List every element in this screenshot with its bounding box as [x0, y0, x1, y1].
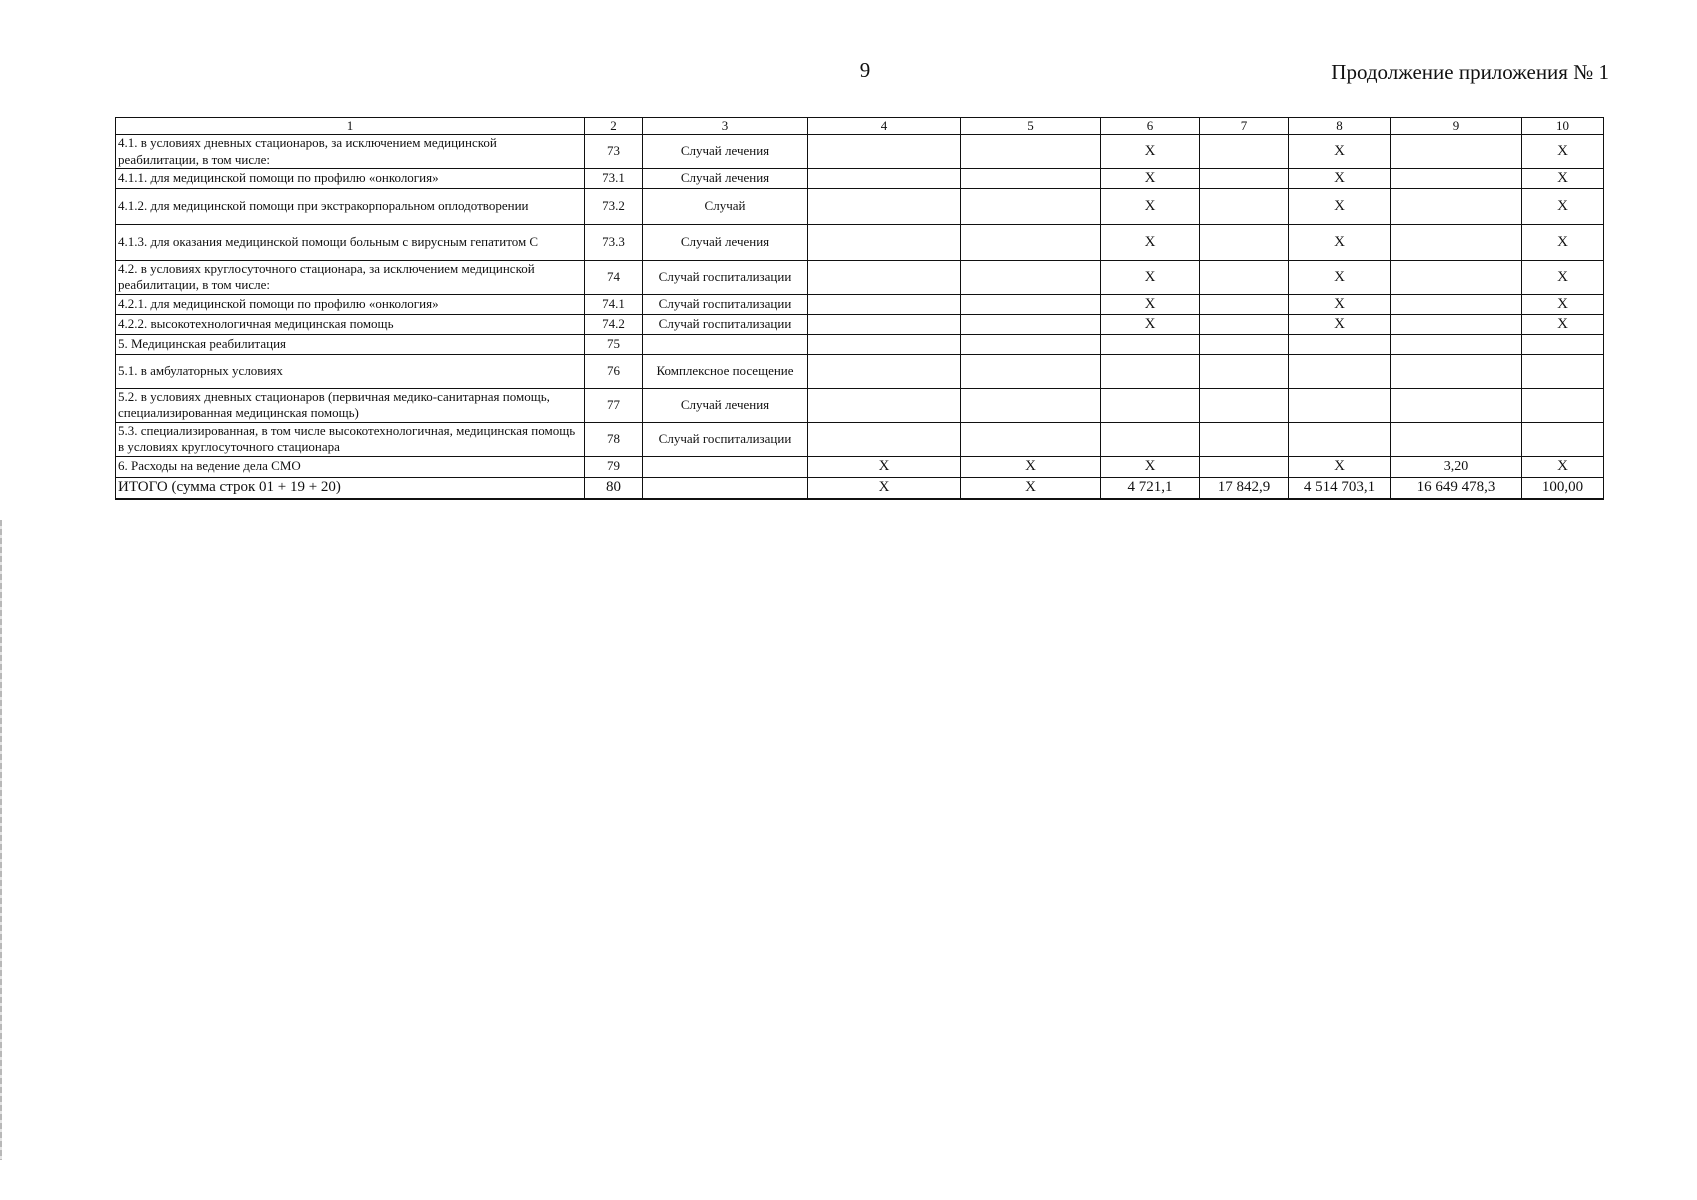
row-col-7: 17 842,9 — [1200, 477, 1289, 499]
row-col-7 — [1200, 388, 1289, 422]
row-col-9 — [1391, 261, 1522, 295]
row-col-6: X — [1101, 225, 1200, 261]
table-row — [116, 135, 1604, 169]
table-row — [116, 456, 1604, 477]
row-name: 4.1.3. для оказания медицинской помощи больным с вирусным гепатитом С — [116, 225, 585, 261]
row-unit: Случай лечения — [643, 135, 808, 169]
row-col-7 — [1200, 169, 1289, 189]
row-unit: Комплексное посещение — [643, 354, 808, 388]
row-code: 74 — [585, 261, 643, 295]
table-row — [116, 294, 1604, 314]
row-name: 4.1.2. для медицинской помощи при экстракорпоральном оплодотворении — [116, 189, 585, 225]
row-col-10: X — [1522, 456, 1604, 477]
row-col-7 — [1200, 422, 1289, 456]
row-code: 79 — [585, 456, 643, 477]
row-code: 73.1 — [585, 169, 643, 189]
column-header: 9 — [1391, 118, 1522, 135]
row-name: 4.1. в условиях дневных стационаров, за исключением медицинской реабилитации, в том числе: — [116, 135, 585, 169]
row-col-5 — [961, 388, 1101, 422]
table-row-total — [116, 477, 1604, 499]
row-col-10 — [1522, 388, 1604, 422]
column-header: 6 — [1101, 118, 1200, 135]
row-code: 75 — [585, 334, 643, 354]
row-col-9 — [1391, 422, 1522, 456]
row-col-8 — [1289, 334, 1391, 354]
row-col-6: X — [1101, 135, 1200, 169]
row-col-5 — [961, 169, 1101, 189]
row-name: 4.1.1. для медицинской помощи по профилю «онкология» — [116, 169, 585, 189]
row-unit: Случай госпитализации — [643, 422, 808, 456]
row-col-5: X — [961, 477, 1101, 499]
row-col-6 — [1101, 334, 1200, 354]
row-col-6: X — [1101, 456, 1200, 477]
row-col-7 — [1200, 456, 1289, 477]
row-col-7 — [1200, 294, 1289, 314]
table-row — [116, 314, 1604, 334]
row-col-8: X — [1289, 225, 1391, 261]
row-col-5 — [961, 334, 1101, 354]
row-unit — [643, 334, 808, 354]
row-col-6 — [1101, 388, 1200, 422]
row-col-8: X — [1289, 169, 1391, 189]
row-col-8: X — [1289, 261, 1391, 295]
row-col-7 — [1200, 135, 1289, 169]
row-col-10: X — [1522, 225, 1604, 261]
row-name: 5.1. в амбулаторных условиях — [116, 354, 585, 388]
row-col-4 — [808, 388, 961, 422]
row-col-10 — [1522, 354, 1604, 388]
row-col-9 — [1391, 388, 1522, 422]
row-col-10: X — [1522, 135, 1604, 169]
row-code: 74.2 — [585, 314, 643, 334]
row-col-4 — [808, 314, 961, 334]
row-col-10: X — [1522, 314, 1604, 334]
page-number: 9 — [859, 58, 871, 82]
row-col-6: X — [1101, 261, 1200, 295]
row-col-5 — [961, 189, 1101, 225]
table-header-row — [116, 118, 1604, 135]
row-col-4 — [808, 135, 961, 169]
row-col-6: X — [1101, 169, 1200, 189]
row-col-7 — [1200, 225, 1289, 261]
row-col-7 — [1200, 189, 1289, 225]
row-unit — [643, 477, 808, 499]
row-unit: Случай — [643, 189, 808, 225]
row-col-6: X — [1101, 189, 1200, 225]
table-row — [116, 422, 1604, 456]
row-col-9 — [1391, 225, 1522, 261]
row-unit — [643, 456, 808, 477]
row-unit: Случай лечения — [643, 225, 808, 261]
row-col-8: X — [1289, 314, 1391, 334]
row-col-6: 4 721,1 — [1101, 477, 1200, 499]
row-name: 4.2.2. высокотехнологичная медицинская помощь — [116, 314, 585, 334]
column-header: 7 — [1200, 118, 1289, 135]
row-name: 4.2.1. для медицинской помощи по профилю «онкология» — [116, 294, 585, 314]
row-name: 4.2. в условиях круглосуточного стационара, за исключением медицинской реабилитации, в том числе: — [116, 261, 585, 295]
row-col-4 — [808, 225, 961, 261]
data-table — [115, 117, 1604, 500]
row-col-5: X — [961, 456, 1101, 477]
row-col-5 — [961, 135, 1101, 169]
row-col-6 — [1101, 422, 1200, 456]
column-header: 1 — [116, 118, 585, 135]
row-unit: Случай госпитализации — [643, 261, 808, 295]
row-col-10: X — [1522, 261, 1604, 295]
row-code: 80 — [585, 477, 643, 499]
row-col-6: X — [1101, 314, 1200, 334]
row-name: 5.3. специализированная, в том числе высокотехнологичная, медицинская помощь в условиях круглосуточного стационара — [116, 422, 585, 456]
row-col-5 — [961, 225, 1101, 261]
row-col-9: 16 649 478,3 — [1391, 477, 1522, 499]
row-col-10: 100,00 — [1522, 477, 1604, 499]
row-col-9 — [1391, 135, 1522, 169]
row-col-4 — [808, 294, 961, 314]
row-col-9 — [1391, 354, 1522, 388]
row-col-4 — [808, 354, 961, 388]
row-col-9 — [1391, 314, 1522, 334]
row-code: 73.3 — [585, 225, 643, 261]
table-row — [116, 169, 1604, 189]
row-col-10: X — [1522, 169, 1604, 189]
row-col-4 — [808, 169, 961, 189]
row-col-10: X — [1522, 294, 1604, 314]
table-row — [116, 225, 1604, 261]
row-unit: Случай госпитализации — [643, 294, 808, 314]
row-col-9 — [1391, 334, 1522, 354]
row-name: ИТОГО (сумма строк 01 + 19 + 20) — [116, 477, 585, 499]
row-col-8: X — [1289, 294, 1391, 314]
row-col-8: X — [1289, 456, 1391, 477]
row-col-5 — [961, 422, 1101, 456]
table-row — [116, 189, 1604, 225]
column-header: 10 — [1522, 118, 1604, 135]
row-col-8: 4 514 703,1 — [1289, 477, 1391, 499]
row-col-6 — [1101, 354, 1200, 388]
row-col-9: 3,20 — [1391, 456, 1522, 477]
row-code: 74.1 — [585, 294, 643, 314]
row-col-8: X — [1289, 189, 1391, 225]
row-col-4 — [808, 422, 961, 456]
row-code: 73 — [585, 135, 643, 169]
row-col-10 — [1522, 422, 1604, 456]
row-col-4 — [808, 334, 961, 354]
row-code: 78 — [585, 422, 643, 456]
row-col-5 — [961, 314, 1101, 334]
row-col-6: X — [1101, 294, 1200, 314]
row-name: 6. Расходы на ведение дела СМО — [116, 456, 585, 477]
row-unit: Случай лечения — [643, 169, 808, 189]
row-col-4: X — [808, 456, 961, 477]
column-header: 8 — [1289, 118, 1391, 135]
table-row — [116, 261, 1604, 295]
row-col-9 — [1391, 294, 1522, 314]
column-header: 4 — [808, 118, 961, 135]
row-col-9 — [1391, 169, 1522, 189]
row-col-10 — [1522, 334, 1604, 354]
row-col-4 — [808, 189, 961, 225]
row-code: 76 — [585, 354, 643, 388]
column-header: 5 — [961, 118, 1101, 135]
row-col-8 — [1289, 422, 1391, 456]
row-col-8 — [1289, 354, 1391, 388]
row-col-10: X — [1522, 189, 1604, 225]
row-code: 77 — [585, 388, 643, 422]
row-col-4 — [808, 261, 961, 295]
row-unit: Случай госпитализации — [643, 314, 808, 334]
row-col-9 — [1391, 189, 1522, 225]
row-col-8 — [1289, 388, 1391, 422]
scan-edge-artifact — [0, 520, 2, 1160]
row-col-7 — [1200, 354, 1289, 388]
row-col-7 — [1200, 314, 1289, 334]
row-name: 5.2. в условиях дневных стационаров (первичная медико-санитарная помощь, специализированная медицинская помощь) — [116, 388, 585, 422]
row-name: 5. Медицинская реабилитация — [116, 334, 585, 354]
row-col-5 — [961, 354, 1101, 388]
table-row — [116, 354, 1604, 388]
column-header: 2 — [585, 118, 643, 135]
row-col-7 — [1200, 261, 1289, 295]
table-row — [116, 388, 1604, 422]
table-row — [116, 334, 1604, 354]
row-col-4: X — [808, 477, 961, 499]
column-header: 3 — [643, 118, 808, 135]
row-col-5 — [961, 261, 1101, 295]
row-unit: Случай лечения — [643, 388, 808, 422]
row-col-7 — [1200, 334, 1289, 354]
row-col-5 — [961, 294, 1101, 314]
appendix-note: Продолжение приложения № 1 — [1331, 60, 1609, 84]
row-col-8: X — [1289, 135, 1391, 169]
row-code: 73.2 — [585, 189, 643, 225]
